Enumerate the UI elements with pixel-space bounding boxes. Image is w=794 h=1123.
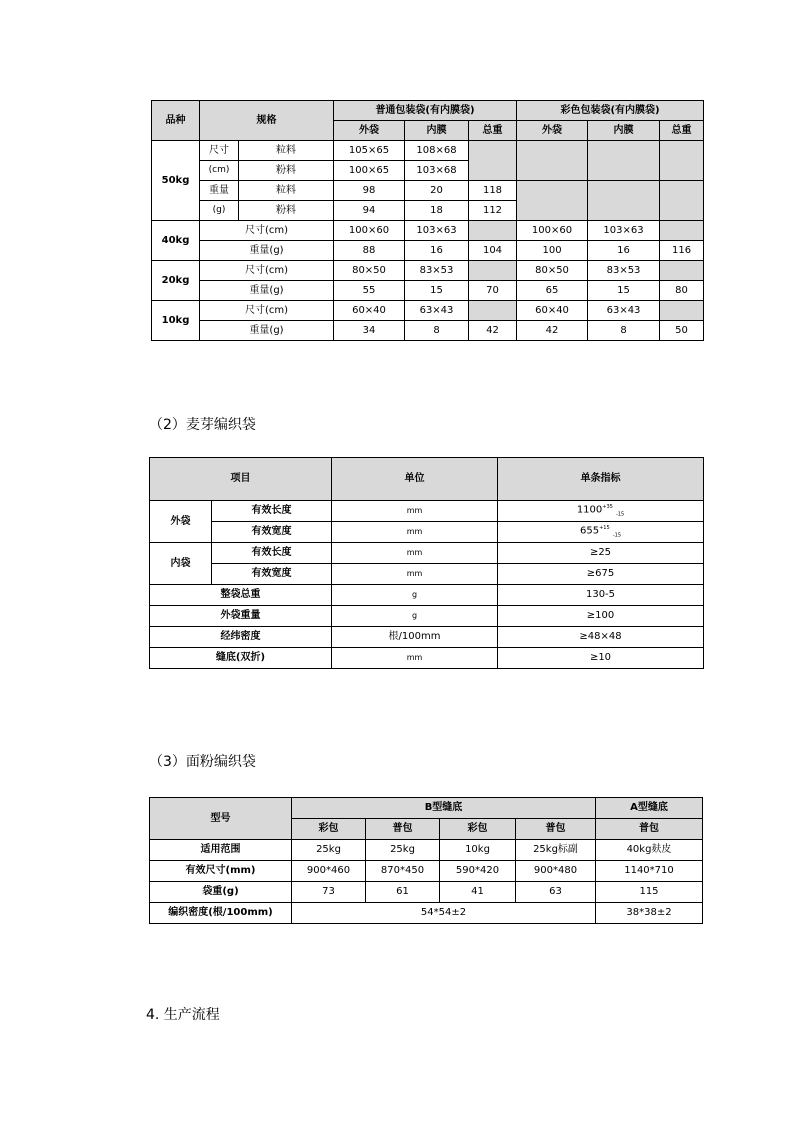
value-sub: -15 — [616, 511, 625, 518]
eff-length-label: 有效长度 — [212, 501, 332, 522]
empty-cell — [469, 261, 517, 281]
density-label: 编织密度(根/100mm) — [150, 903, 292, 924]
bag-spec-table — [151, 100, 704, 341]
range-label: 适用范围 — [150, 840, 292, 861]
cell: 80×50 — [517, 261, 588, 281]
cell: 900*480 — [516, 861, 596, 882]
empty-cell — [588, 141, 660, 181]
flour-bag-table — [149, 797, 703, 924]
empty-cell — [469, 141, 517, 181]
size-unit: (cm) — [200, 161, 239, 181]
index-cell: ≥48×48 — [498, 627, 704, 648]
cell: 112 — [469, 201, 517, 221]
subheader: 彩包 — [440, 819, 516, 840]
seam-label: 缝底(双折) — [150, 648, 332, 669]
cell: 55 — [334, 281, 405, 301]
cell: 8 — [588, 321, 660, 341]
cell: 88 — [334, 241, 405, 261]
cell: 1140*710 — [596, 861, 703, 882]
header-spec: 规格 — [200, 101, 334, 141]
cell: 80 — [660, 281, 704, 301]
index-cell: ≥10 — [498, 648, 704, 669]
unit-cell: g — [332, 585, 498, 606]
cell: 25kg — [366, 840, 440, 861]
weight-label: 重量(g) — [200, 241, 334, 261]
header-color-bag: 彩色包装袋(有内膜袋) — [517, 101, 704, 121]
row-label-20kg: 20kg — [152, 261, 200, 301]
size-label: 尺寸(cm) — [200, 221, 334, 241]
cell: 16 — [405, 241, 469, 261]
cell: 108×68 — [405, 141, 469, 161]
header-a-type: A型缝底 — [596, 798, 703, 819]
header-item: 项目 — [150, 458, 332, 501]
caption-flour-bag: （3）面粉编织袋 — [149, 754, 256, 770]
value-sub: -15 — [612, 532, 621, 539]
cell: 100 — [517, 241, 588, 261]
outer-bag-label: 外袋 — [150, 501, 212, 543]
value-base: 655 — [579, 525, 600, 537]
cell: 15 — [588, 281, 660, 301]
subheader: 普包 — [366, 819, 440, 840]
cell: 18 — [405, 201, 469, 221]
value-sup: +15 — [599, 524, 610, 531]
row-label-10kg: 10kg — [152, 301, 200, 341]
empty-cell — [588, 181, 660, 221]
cell: 15 — [405, 281, 469, 301]
cell: 870*450 — [366, 861, 440, 882]
cell: 16 — [588, 241, 660, 261]
header-total: 总重 — [469, 121, 517, 141]
malt-bag-table — [149, 457, 704, 669]
unit-cell: g — [332, 606, 498, 627]
size-label: 尺寸(cm) — [200, 301, 334, 321]
header-outer: 外袋 — [517, 121, 588, 141]
cell: 65 — [517, 281, 588, 301]
eff-width-label: 有效宽度 — [212, 522, 332, 543]
density-label: 经纬密度 — [150, 627, 332, 648]
eff-width-label: 有效宽度 — [212, 564, 332, 585]
subheader: 普包 — [596, 819, 703, 840]
cell: 40kg麸皮 — [596, 840, 703, 861]
header-index: 单条指标 — [498, 458, 704, 501]
cell: 34 — [334, 321, 405, 341]
cell: 83×53 — [588, 261, 660, 281]
empty-cell — [660, 261, 704, 281]
cell: 63×43 — [405, 301, 469, 321]
unit-cell: mm — [332, 564, 498, 585]
cell: 590*420 — [440, 861, 516, 882]
cell: 83×53 — [405, 261, 469, 281]
cell: 98 — [334, 181, 405, 201]
cell: 900*460 — [292, 861, 366, 882]
cell: 60×40 — [334, 301, 405, 321]
weight-unit: (g) — [200, 201, 239, 221]
index-cell: 130-5 — [498, 585, 704, 606]
cell: 25kg — [292, 840, 366, 861]
unit-cell: mm — [332, 648, 498, 669]
total-weight-label: 整袋总重 — [150, 585, 332, 606]
index-cell: ≥25 — [498, 543, 704, 564]
empty-cell — [660, 181, 704, 221]
cell: 103×68 — [405, 161, 469, 181]
weight-label: 重量(g) — [200, 281, 334, 301]
unit-cell: mm — [332, 543, 498, 564]
empty-cell — [660, 141, 704, 181]
cell: 61 — [366, 882, 440, 903]
inner-bag-label: 内袋 — [150, 543, 212, 585]
value-sup: +35 — [602, 503, 613, 510]
empty-cell — [660, 221, 704, 241]
outer-weight-label: 外袋重量 — [150, 606, 332, 627]
cell: 63×43 — [588, 301, 660, 321]
cell: 8 — [405, 321, 469, 341]
granule-label: 粒料 — [239, 181, 334, 201]
cell: 20 — [405, 181, 469, 201]
header-unit: 单位 — [332, 458, 498, 501]
header-model: 型号 — [150, 798, 292, 840]
header-inner: 内膜 — [588, 121, 660, 141]
cell: 54*54±2 — [292, 903, 596, 924]
cell: 100×60 — [517, 221, 588, 241]
cell: 25kg标副 — [516, 840, 596, 861]
cell: 50 — [660, 321, 704, 341]
cell: 103×63 — [405, 221, 469, 241]
empty-cell — [517, 141, 588, 181]
empty-cell — [469, 301, 517, 321]
powder-label: 粉料 — [239, 161, 334, 181]
index-cell: ≥675 — [498, 564, 704, 585]
caption-malt-bag: （2）麦芽编织袋 — [149, 417, 256, 433]
cell: 103×63 — [588, 221, 660, 241]
header-outer: 外袋 — [334, 121, 405, 141]
cell: 115 — [596, 882, 703, 903]
subheader: 普包 — [516, 819, 596, 840]
row-label-50kg: 50kg — [152, 141, 200, 221]
size-label: 尺寸 — [200, 141, 239, 161]
empty-cell — [469, 221, 517, 241]
cell: 94 — [334, 201, 405, 221]
cell: 104 — [469, 241, 517, 261]
header-inner: 内膜 — [405, 121, 469, 141]
subheader: 彩包 — [292, 819, 366, 840]
value-base: 1100 — [576, 504, 603, 516]
row-label-40kg: 40kg — [152, 221, 200, 261]
granule-label: 粒料 — [239, 141, 334, 161]
header-b-type: B型缝底 — [292, 798, 596, 819]
header-normal-bag: 普通包装袋(有内膜袋) — [334, 101, 517, 121]
index-cell — [498, 501, 704, 522]
cell: 70 — [469, 281, 517, 301]
size-label: 有效尺寸(mm) — [150, 861, 292, 882]
cell: 60×40 — [517, 301, 588, 321]
index-cell — [498, 522, 704, 543]
unit-cell: 根/100mm — [332, 627, 498, 648]
cell: 116 — [660, 241, 704, 261]
weight-label: 袋重(g) — [150, 882, 292, 903]
weight-label: 重量(g) — [200, 321, 334, 341]
cell: 42 — [517, 321, 588, 341]
cell: 41 — [440, 882, 516, 903]
cell: 63 — [516, 882, 596, 903]
header-total: 总重 — [660, 121, 704, 141]
cell: 42 — [469, 321, 517, 341]
empty-cell — [660, 301, 704, 321]
unit-cell: mm — [332, 501, 498, 522]
cell: 118 — [469, 181, 517, 201]
eff-length-label: 有效长度 — [212, 543, 332, 564]
header-variety: 品种 — [152, 101, 200, 141]
index-cell: ≥100 — [498, 606, 704, 627]
empty-cell — [517, 181, 588, 221]
cell: 105×65 — [334, 141, 405, 161]
weight-label: 重量 — [200, 181, 239, 201]
cell: 10kg — [440, 840, 516, 861]
section-production-process: 4. 生产流程 — [146, 1007, 220, 1023]
cell: 73 — [292, 882, 366, 903]
size-label: 尺寸(cm) — [200, 261, 334, 281]
cell: 100×65 — [334, 161, 405, 181]
powder-label: 粉料 — [239, 201, 334, 221]
cell: 80×50 — [334, 261, 405, 281]
unit-cell: mm — [332, 522, 498, 543]
cell: 100×60 — [334, 221, 405, 241]
cell: 38*38±2 — [596, 903, 703, 924]
